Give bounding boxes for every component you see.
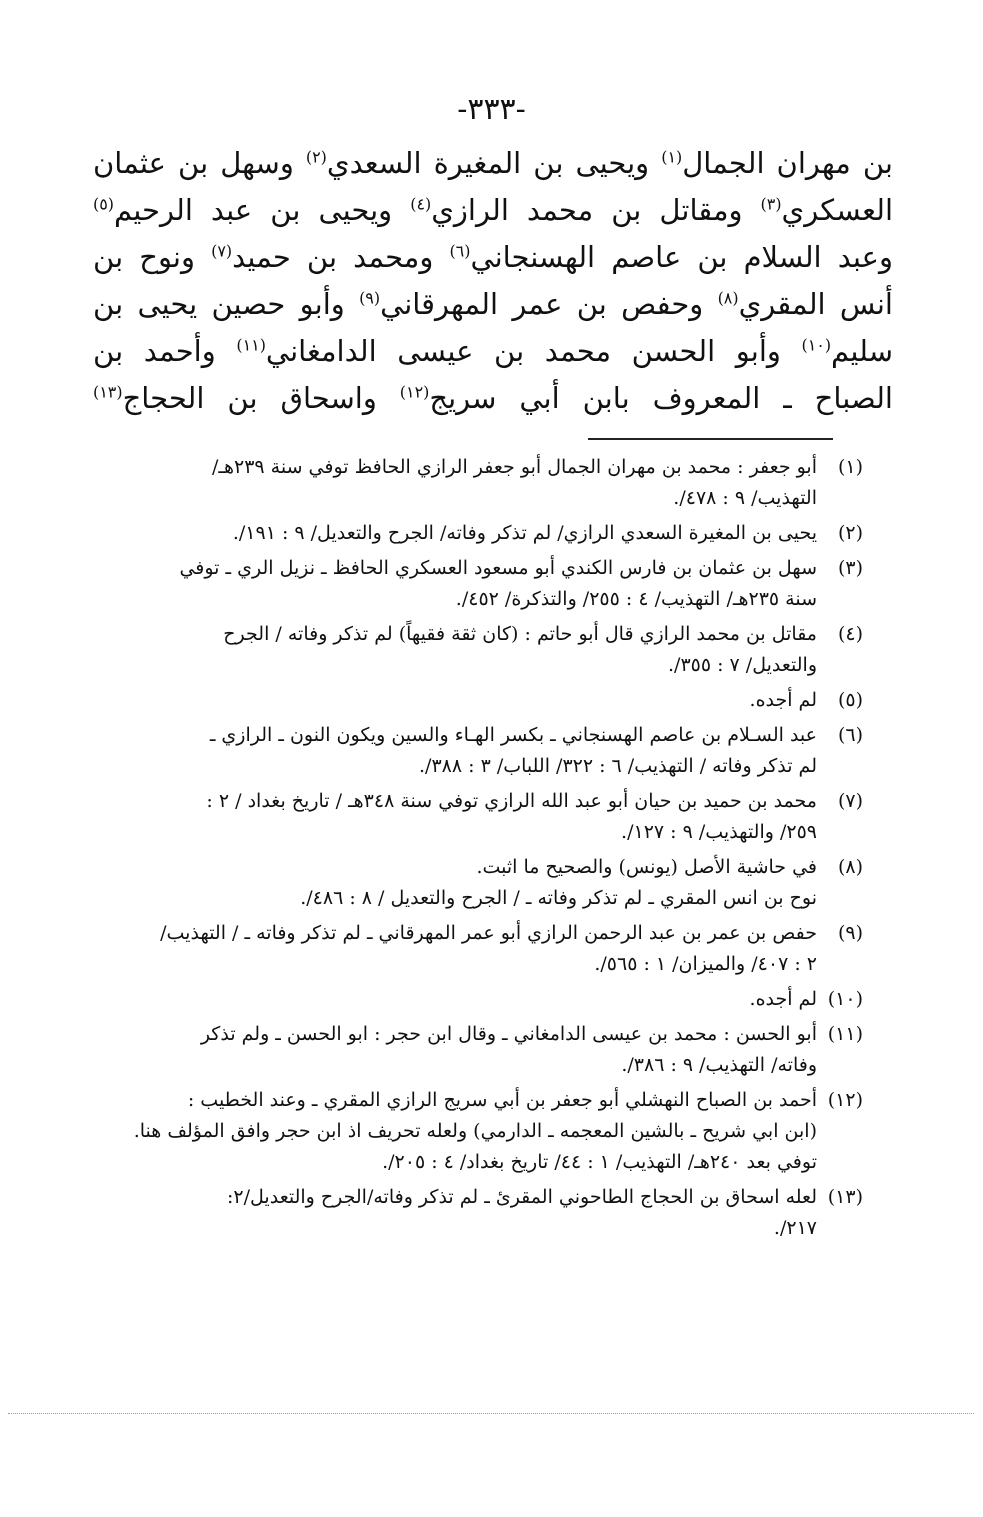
footnote-text: سهل بن عثمان بن فارس الكندي أبو مسعود العسكري الحافظ ـ نزيل الري ـ توفي xyxy=(179,557,817,579)
footnote-line xyxy=(103,883,863,914)
footnote-line xyxy=(103,553,863,584)
text-run: وسهل بن عثمان xyxy=(93,146,306,180)
footnote-text: يحيى بن المغيرة السعدي الرازي/ لم تذكر وفاته/ الجرح والتعديل/ ٩ : ١٩١/. xyxy=(232,522,817,544)
footnote-text: لم تذكر وفاته / التهذيب/ ٦ : ٣٢٢/ اللباب/ ٣ : ٣٨٨/. xyxy=(419,755,817,777)
footnote-line xyxy=(103,483,863,514)
footnote-line xyxy=(103,984,863,1015)
footnote-marker: (٥) xyxy=(93,194,114,214)
footnote-number: (٢) xyxy=(837,522,863,544)
footnote-text: لم أجده. xyxy=(749,988,817,1010)
footnote-text: توفي بعد ٢٤٠هـ/ التهذيب/ ١ : ٤٤/ تاريخ بغداد/ ٤ : ٢٠٥/. xyxy=(382,1151,817,1173)
footnote-text: لعله اسحاق بن الحجاج الطاحوني المقرئ ـ لم تذكر وفاته/الجرح والتعديل/٢: xyxy=(227,1186,817,1208)
text-run: ونوح بن xyxy=(93,240,212,274)
main-text-line xyxy=(93,328,893,375)
text-run: وحفص بن عمر المهرقاني xyxy=(380,287,718,321)
footnote-marker: (٤) xyxy=(410,194,432,214)
footnote-text: أحمد بن الصباح النهشلي أبو جعفر بن أبي سريج الرازي المقري ـ وعند الخطيب : xyxy=(187,1089,817,1111)
text-run: ويحيى بن المغيرة السعدي xyxy=(326,146,662,180)
footnote-line xyxy=(103,1147,863,1178)
footnote-text: أبو جعفر : محمد بن مهران الجمال أبو جعفر الرازي الحافظ توفي سنة ٢٣٩هـ/ xyxy=(211,456,817,478)
footnote-marker: (١٠) xyxy=(801,335,832,355)
footnote-line xyxy=(103,1116,863,1147)
footnote-line xyxy=(103,452,863,483)
footnote-number: (١٠) xyxy=(827,988,863,1010)
footnote-marker: (٦) xyxy=(449,241,471,261)
footnote-line xyxy=(103,751,863,782)
text-run: الصباح ـ المعروف بابن أبي سريج xyxy=(429,381,893,415)
footnote xyxy=(103,1019,863,1081)
footnote-number: (٧) xyxy=(837,790,863,812)
footnote-number: (٩) xyxy=(837,922,863,944)
footnote-marker: (١) xyxy=(661,147,683,167)
text-run: بن مهران الجمال xyxy=(682,146,894,180)
footnote-marker: (٣) xyxy=(760,194,782,214)
footnote-text: نوح بن انس المقري ـ لم تذكر وفاته ـ / الجرح والتعديل / ٨ : ٤٨٦/. xyxy=(300,887,817,909)
footnote-text: (ابن ابي شريح ـ بالشين المعجمه ـ الدارمي) ولعله تحريف اذ ابن حجر وافق المؤلف هنا. xyxy=(133,1120,817,1142)
footnote xyxy=(103,984,863,1015)
main-text-line xyxy=(93,187,893,234)
page-bottom-border xyxy=(8,1413,974,1414)
footnote-text: وفاته/ التهذيب/ ٩ : ٣٨٦/. xyxy=(621,1054,817,1076)
text-run: ومقاتل بن محمد الرازي xyxy=(431,193,761,227)
footnote-line xyxy=(103,720,863,751)
footnote-line xyxy=(103,949,863,980)
footnote-line xyxy=(103,918,863,949)
footnote-number: (٤) xyxy=(837,623,863,645)
text-run: واسحاق بن الحجاج xyxy=(122,381,400,415)
main-text-line xyxy=(93,140,893,187)
footnote-text: ٢٥٩/ والتهذيب/ ٩ : ١٢٧/. xyxy=(621,821,817,843)
text-run: ويحيى بن عبد الرحيم xyxy=(114,193,411,227)
main-text-line xyxy=(93,281,893,328)
footnote-text: مقاتل بن محمد الرازي قال أبو حاتم : (كان ثقة فقيهاً) لم تذكر وفاته / الجرح xyxy=(223,623,817,645)
footnote-marker: (١٣) xyxy=(93,382,123,402)
footnote xyxy=(103,720,863,782)
footnote-line xyxy=(103,685,863,716)
footnote-number: (١) xyxy=(837,456,863,478)
footnote-marker: (١٢) xyxy=(399,382,430,402)
footnote-text: التهذيب/ ٩ : ٤٧٨/. xyxy=(673,487,817,509)
footnote-text: والتعديل/ ٧ : ٣٥٥/. xyxy=(667,654,817,676)
footnote-line xyxy=(103,518,863,549)
footnote-line xyxy=(103,817,863,848)
footnote xyxy=(103,918,863,980)
footnote-line xyxy=(103,852,863,883)
footnote-text: عبد السـلام بن عاصم الهسنجاني ـ بكسر الهـاء والسين ويكون النون ـ الرازي ـ xyxy=(209,724,817,746)
text-run: وأحمد بن xyxy=(93,334,237,368)
footnotes-block xyxy=(103,452,863,1248)
text-run: أنس المقري xyxy=(738,287,893,321)
footnote xyxy=(103,786,863,848)
footnote-text: في حاشية الأصل (يونس) والصحيح ما اثبت. xyxy=(476,856,817,878)
footnote xyxy=(103,852,863,914)
footnote-line xyxy=(103,1019,863,1050)
footnote xyxy=(103,619,863,681)
text-run: وأبو الحسن محمد بن عيسى الدامغاني xyxy=(265,334,802,368)
footnote-line xyxy=(103,584,863,615)
footnote-text: لم أجده. xyxy=(749,689,817,711)
footnote-line xyxy=(103,1050,863,1081)
text-run: وأبو حصين يحيى بن xyxy=(93,287,360,321)
text-run: العسكري xyxy=(781,193,894,227)
footnote xyxy=(103,1182,863,1244)
footnote xyxy=(103,518,863,549)
footnote-text: ٢١٧/. xyxy=(773,1217,817,1239)
footnote-separator xyxy=(588,438,833,440)
footnote-marker: (٨) xyxy=(717,288,739,308)
footnote-text: محمد بن حميد بن حيان أبو عبد الله الرازي توفي سنة ٣٤٨هـ / تاريخ بغداد / ٢ : xyxy=(206,790,817,812)
footnote-number: (٦) xyxy=(837,724,863,746)
text-run: سليم xyxy=(831,334,893,368)
footnote-marker: (٧) xyxy=(211,241,233,261)
footnote-line xyxy=(103,1182,863,1213)
footnote-text: حفص بن عمر بن عبد الرحمن الرازي أبو عمر المهرقاني ـ لم تذكر وفاته ـ / التهذيب/ xyxy=(160,922,817,944)
footnote-line xyxy=(103,1213,863,1244)
footnote xyxy=(103,685,863,716)
footnote xyxy=(103,1085,863,1178)
footnote-number: (١٢) xyxy=(827,1089,863,1111)
footnote-number: (١٣) xyxy=(827,1186,863,1208)
footnote-marker: (٢) xyxy=(305,147,327,167)
footnote-text: ٢ : ٤٠٧/ والميزان/ ١ : ٥٦٥/. xyxy=(594,953,817,975)
footnote xyxy=(103,553,863,615)
footnote-marker: (١١) xyxy=(236,335,266,355)
text-run: وعبد السلام بن عاصم الهسنجاني xyxy=(470,240,893,274)
footnote-line xyxy=(103,650,863,681)
text-run: ومحمد بن حميد xyxy=(232,240,450,274)
footnote-number: (٥) xyxy=(837,689,863,711)
footnote-text: سنة ٢٣٥هـ/ التهذيب/ ٤ : ٢٥٥/ والتذكرة/ ٤٥٢/. xyxy=(455,588,817,610)
footnote-line xyxy=(103,786,863,817)
footnote-marker: (٩) xyxy=(359,288,381,308)
main-text-line xyxy=(93,375,893,422)
footnote-number: (١١) xyxy=(827,1023,863,1045)
footnote-line xyxy=(103,1085,863,1116)
footnote-line xyxy=(103,619,863,650)
footnote-number: (٨) xyxy=(837,856,863,878)
main-text-block xyxy=(93,140,893,422)
page-number: -٣٣٣- xyxy=(457,92,526,127)
footnote xyxy=(103,452,863,514)
footnote-text: أبو الحسن : محمد بن عيسى الدامغاني ـ وقال ابن حجر : ابو الحسن ـ ولم تذكر xyxy=(200,1023,817,1045)
footnote-number: (٣) xyxy=(837,557,863,579)
main-text-line xyxy=(93,234,893,281)
